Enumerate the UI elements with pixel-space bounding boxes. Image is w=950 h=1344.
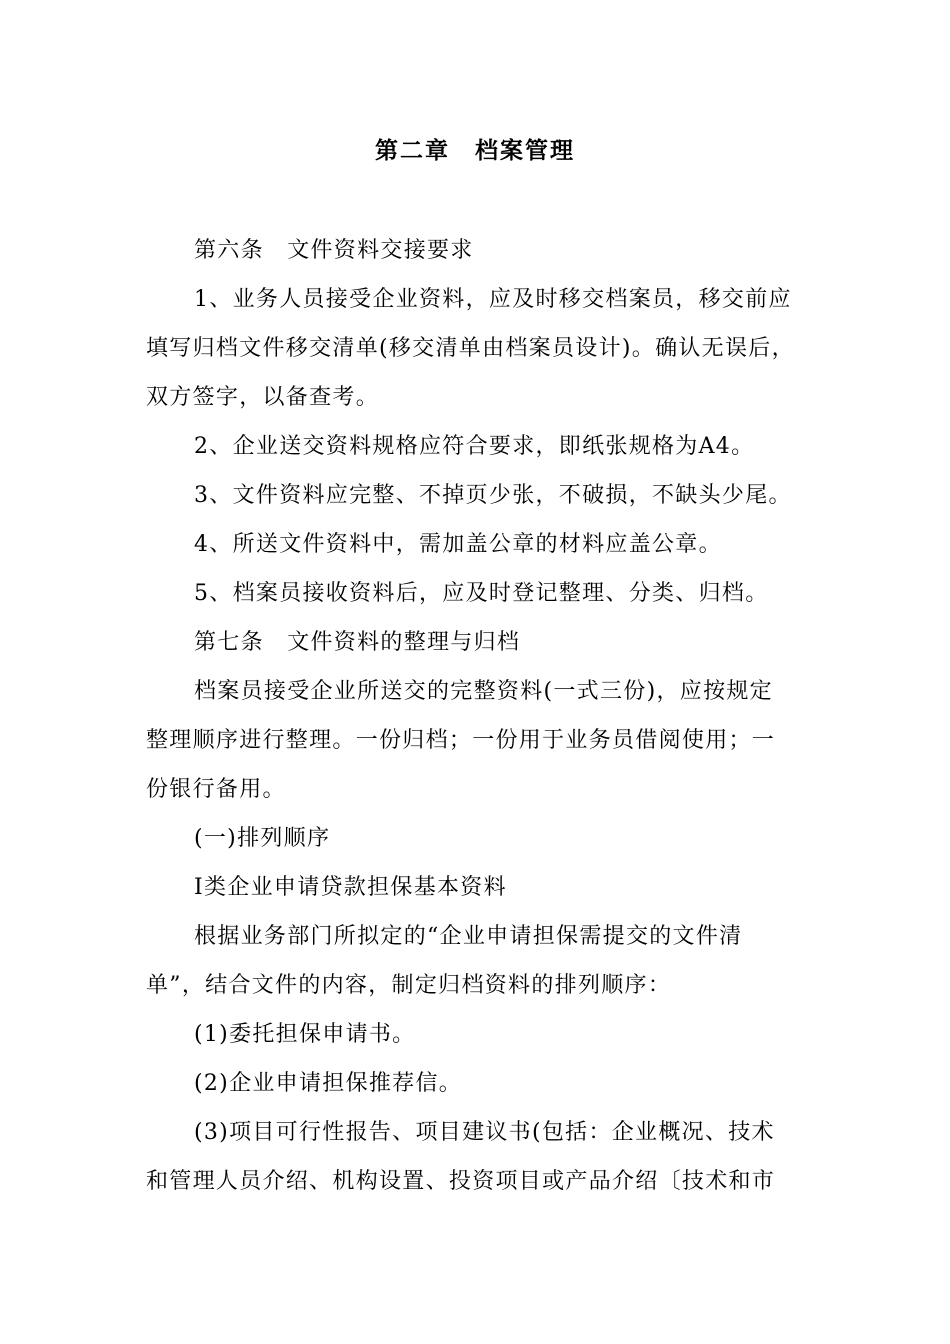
text-line: 填写归档文件移交清单(移交清单由档案员设计)。确认无误后， <box>146 336 795 361</box>
text-line: Ⅰ类企业申请贷款担保基本资料 <box>194 875 507 900</box>
text-line: 份银行备用。 <box>146 777 286 802</box>
document-body <box>146 226 808 1206</box>
text-line: 第七条 文件资料的整理与归档 <box>194 630 521 655</box>
text-line: (3)项目可行性报告、项目建议书(包括：企业概况、技术 <box>194 1120 775 1145</box>
text-line: 5、档案员接收资料后，应及时登记整理、分类、归档。 <box>194 581 769 606</box>
text-line: 双方签字，以备查考。 <box>146 385 380 410</box>
text-line: (2)企业申请担保推荐信。 <box>194 1071 463 1096</box>
text-line: 根据业务部门所拟定的“企业申请担保需提交的文件清 <box>194 924 743 949</box>
text-line: 整理顺序进行整理。一份归档；一份用于业务员借阅使用；一 <box>146 728 776 753</box>
text-line: 3、文件资料应完整、不掉页少张，不破损，不缺头少尾。 <box>194 483 792 508</box>
text-line: 1、业务人员接受企业资料，应及时移交档案员，移交前应 <box>194 287 792 312</box>
chapter-title: 第二章 档案管理 <box>375 137 575 164</box>
text-line: 档案员接受企业所送交的完整资料(一式三份)，应按规定 <box>194 679 773 704</box>
text-line: 和管理人员介绍、机构设置、投资项目或产品介绍〔技术和市 <box>146 1169 776 1194</box>
text-line: 单”，结合文件的内容，制定归档资料的排列顺序： <box>146 973 672 998</box>
text-line: (一)排列顺序 <box>194 826 331 851</box>
text-line: 4、所送文件资料中，需加盖公章的材料应盖公章。 <box>194 532 722 557</box>
text-line: 第六条 文件资料交接要求 <box>194 238 474 263</box>
text-line: (1)委托担保申请书。 <box>194 1022 416 1047</box>
text-line: 2、企业送交资料规格应符合要求，即纸张规格为A4。 <box>194 434 755 459</box>
